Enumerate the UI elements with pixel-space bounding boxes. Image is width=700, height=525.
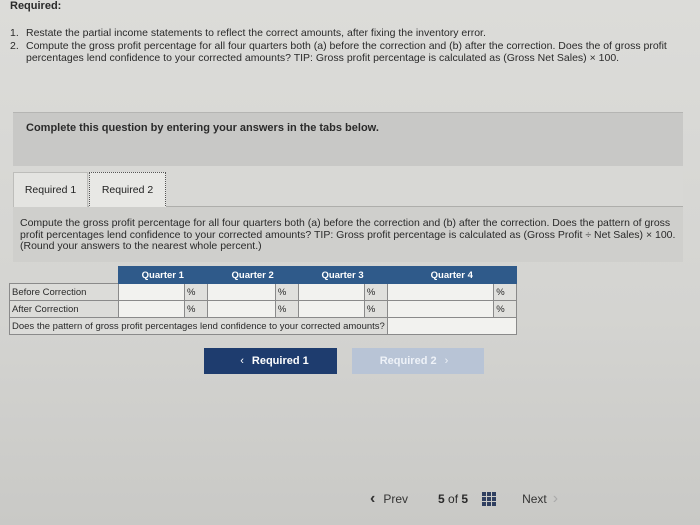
chevron-right-icon: › xyxy=(552,490,559,507)
pattern-answer-select[interactable] xyxy=(387,318,516,335)
before-q3-input[interactable] xyxy=(298,284,364,301)
percent-unit: % xyxy=(275,301,298,318)
chevron-right-icon: › xyxy=(444,355,449,367)
before-q2-input[interactable] xyxy=(207,284,275,301)
required-1-nav-label: Required 1 xyxy=(251,355,309,367)
instruction-text: Complete this question by entering your answers in the tabs below. xyxy=(26,122,379,134)
requirement-text: Restate the partial income statements to reflect the correct amounts, after fixing the inventory error. xyxy=(26,27,486,39)
requirement-number: 1. xyxy=(10,27,19,39)
next-label: Next xyxy=(522,492,547,506)
required-heading: Required: xyxy=(10,0,62,12)
percent-unit: % xyxy=(185,284,208,301)
table-header-row xyxy=(10,267,517,284)
current-page: 5 xyxy=(438,492,445,506)
required-2-nav-label: Required 2 xyxy=(379,355,437,367)
row-label-before: Before Correction xyxy=(10,284,119,301)
answer-table xyxy=(9,266,517,335)
percent-unit: % xyxy=(185,301,208,318)
grid-menu-icon[interactable] xyxy=(482,492,496,506)
header-quarter-1: Quarter 1 xyxy=(118,267,207,284)
instruction-panel xyxy=(13,112,683,167)
header-quarter-3: Quarter 3 xyxy=(298,267,387,284)
percent-unit: % xyxy=(494,301,517,318)
after-q4-input[interactable] xyxy=(387,301,494,318)
table-row-pattern xyxy=(10,318,517,335)
header-quarter-4: Quarter 4 xyxy=(387,267,516,284)
percent-unit: % xyxy=(364,284,387,301)
table-row-before xyxy=(10,284,517,301)
next-button[interactable] xyxy=(522,490,558,508)
table-row-after xyxy=(10,301,517,318)
prev-label: Prev xyxy=(383,492,409,506)
question-panel xyxy=(13,207,683,262)
page-indicator xyxy=(438,492,468,506)
tab-required-1[interactable]: Required 1 xyxy=(13,172,88,207)
header-quarter-2: Quarter 2 xyxy=(207,267,298,284)
after-q2-input[interactable] xyxy=(207,301,275,318)
requirement-number: 2. xyxy=(10,40,19,52)
tab-required-2[interactable]: Required 2 xyxy=(89,172,166,208)
page-of: of xyxy=(448,492,459,506)
question-text: Compute the gross profit percentage for all four quarters both (a) before the correction and (b) after the correction. Does the pattern of gross profit percentages lend confidence to your corrected amounts? TIP: Gross profit percentage is calculated as (Gross Profit ÷ Net Sales) × 100. (Round your answers to the nearest whole percent.) xyxy=(20,217,676,252)
requirement-text: Compute the gross profit percentage for all four quarters both (a) before the correction and (b) after the correction. Does the of gross profit percentages lend confidence to your corrected amounts? TIP: Gross profit percentage is calculated as (Gross Net Sales) × 100. xyxy=(26,40,667,64)
after-q3-input[interactable] xyxy=(298,301,364,318)
row-label-after: After Correction xyxy=(10,301,119,318)
tab-bar xyxy=(13,166,683,207)
requirement-item-2 xyxy=(10,40,698,64)
required-1-nav-button[interactable] xyxy=(204,348,337,374)
before-q4-input[interactable] xyxy=(387,284,494,301)
pattern-question-label: Does the pattern of gross profit percentages lend confidence to your corrected amounts? xyxy=(10,318,388,335)
percent-unit: % xyxy=(494,284,517,301)
required-2-nav-button[interactable] xyxy=(352,348,484,374)
chevron-left-icon: ‹ xyxy=(370,490,376,507)
total-pages: 5 xyxy=(461,492,469,506)
pagination xyxy=(370,490,558,508)
prev-button[interactable] xyxy=(370,490,408,508)
requirements-list xyxy=(10,27,698,65)
percent-unit: % xyxy=(364,301,387,318)
header-blank xyxy=(10,267,119,284)
percent-unit: % xyxy=(275,284,298,301)
before-q1-input[interactable] xyxy=(118,284,184,301)
requirement-item-1 xyxy=(10,27,698,39)
after-q1-input[interactable] xyxy=(118,301,184,318)
chevron-left-icon: ‹ xyxy=(240,355,244,367)
